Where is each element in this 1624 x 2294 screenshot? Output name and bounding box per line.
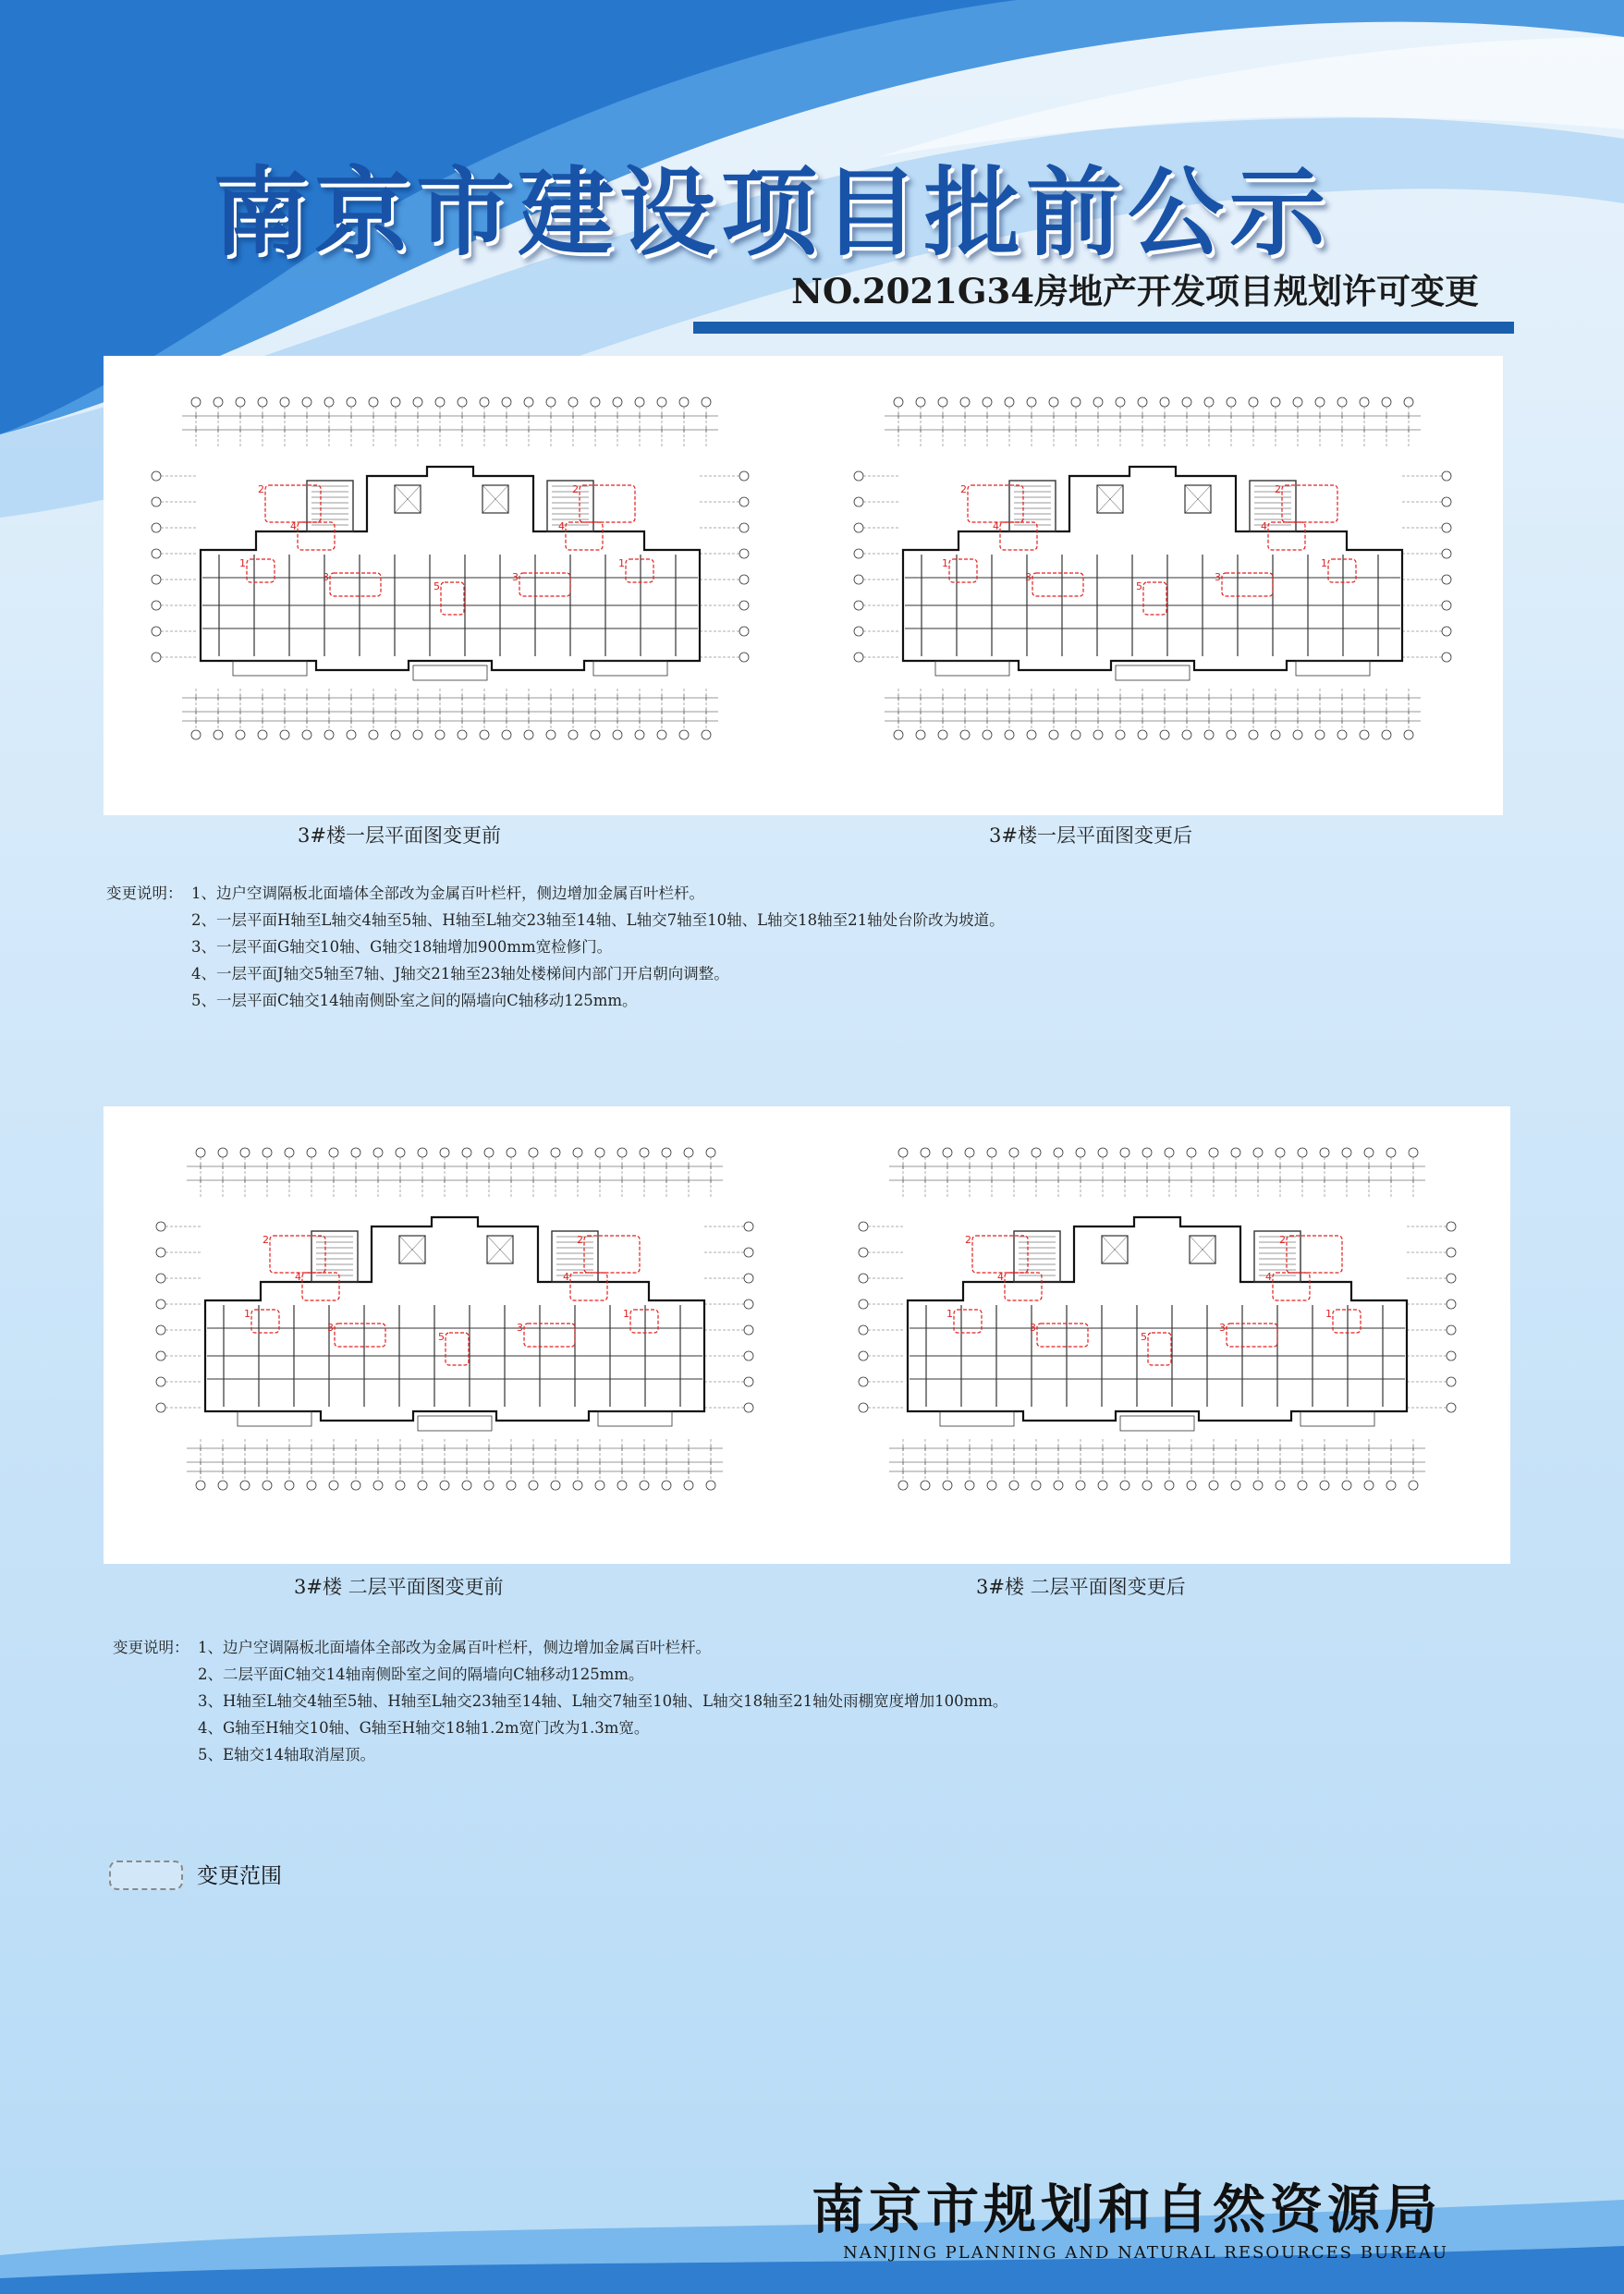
change-marker-number: 3 (1030, 1322, 1036, 1334)
change-marker-number: 4 (997, 1271, 1004, 1283)
change-marker-number: 3 (323, 571, 329, 583)
change-markers (239, 483, 653, 615)
first-floor-plan-panel (104, 356, 1503, 815)
note-item: 1、边户空调隔板北面墙体全部改为金属百叶栏杆，侧边增加金属百叶栏杆。 (191, 885, 704, 902)
change-scope-swatch (109, 1861, 183, 1890)
change-marker-number: 3 (1025, 571, 1032, 583)
change-marker-number: 3 (517, 1322, 523, 1334)
caption-2f-after: 3#楼 二层平面图变更后 (976, 1576, 1186, 1598)
change-marker-number: 1 (1321, 557, 1327, 569)
floor-plan-after-1f (848, 393, 1458, 744)
change-marker-number: 2 (1279, 1234, 1286, 1246)
change-marker-number: 2 (960, 483, 967, 495)
legend (109, 1858, 386, 1895)
change-marker-number: 5 (433, 580, 440, 592)
second-floor-plan-panel (104, 1106, 1510, 1564)
note-item: 5、E轴交14轴取消屋顶。 (198, 1746, 376, 1763)
change-notes-2f (113, 1634, 1007, 1768)
change-marker-number: 4 (290, 520, 297, 532)
change-notes-1f (106, 880, 1005, 1014)
change-marker-number: 3 (512, 571, 519, 583)
change-marker-number: 3 (1215, 571, 1221, 583)
change-marker-number: 2 (258, 483, 264, 495)
notes-label: 变更说明： (106, 885, 183, 902)
change-marker-number: 1 (1325, 1308, 1332, 1320)
change-marker-number: 4 (993, 520, 999, 532)
change-marker-number: 1 (942, 557, 948, 569)
notes-label: 变更说明： (113, 1639, 189, 1656)
caption-1f-after: 3#楼一层平面图变更后 (989, 824, 1192, 847)
caption-1f-before: 3#楼一层平面图变更前 (298, 824, 501, 847)
legend-label: 变更范围 (197, 1864, 282, 1888)
change-marker-number: 5 (1136, 580, 1142, 592)
floor-plan-before-2f (150, 1143, 760, 1495)
change-marker-number: 2 (1275, 483, 1281, 495)
change-markers (946, 1234, 1361, 1365)
change-marker-number: 1 (623, 1308, 629, 1320)
change-marker-number: 5 (438, 1331, 445, 1343)
change-marker-number: 1 (239, 557, 246, 569)
note-item: 4、G轴至H轴交10轴、G轴至H轴交18轴1.2m宽门改为1.3m宽。 (198, 1719, 650, 1737)
subtitle-underline-bar (693, 322, 1514, 334)
change-marker-number: 4 (563, 1271, 569, 1283)
note-item: 3、一层平面G轴交10轴、G轴交18轴增加900mm宽检修门。 (191, 938, 613, 956)
floor-plan-before-1f (145, 393, 755, 744)
note-item: 5、一层平面C轴交14轴南侧卧室之间的隔墙向C轴移动125mm。 (191, 992, 638, 1009)
change-marker-number: 4 (295, 1271, 301, 1283)
caption-2f-before: 3#楼 二层平面图变更前 (294, 1576, 504, 1598)
change-marker-number: 1 (618, 557, 625, 569)
change-marker-number: 1 (946, 1308, 953, 1320)
change-marker-number: 2 (263, 1234, 269, 1246)
note-item: 4、一层平面J轴交5轴至7轴、J轴交21轴至23轴处楼梯间内部门开启朝向调整。 (191, 965, 729, 982)
note-item: 2、一层平面H轴至L轴交4轴至5轴、H轴至L轴交23轴至14轴、L轴交7轴至10轴、L轴交18轴至21轴处台阶改为坡道。 (191, 911, 1005, 929)
note-item: 1、边户空调隔板北面墙体全部改为金属百叶栏杆，侧边增加金属百叶栏杆。 (198, 1639, 711, 1656)
change-marker-number: 5 (1141, 1331, 1147, 1343)
change-marker-number: 3 (1219, 1322, 1226, 1334)
bureau-name-en: NANJING PLANNING AND NATURAL RESOURCES BUREAU (843, 2243, 1448, 2263)
change-markers (942, 483, 1356, 615)
page-title: 南京市建设项目批前公示 (213, 155, 1332, 269)
note-item: 2、二层平面C轴交14轴南侧卧室之间的隔墙向C轴移动125mm。 (198, 1666, 644, 1683)
change-marker-number: 2 (965, 1234, 971, 1246)
change-markers (244, 1234, 658, 1365)
floor-plan-after-2f (852, 1143, 1462, 1495)
change-marker-number: 4 (1265, 1271, 1272, 1283)
change-marker-number: 1 (244, 1308, 250, 1320)
change-marker-number: 3 (327, 1322, 334, 1334)
page-subtitle: NO.2021G34房地产开发项目规划许可变更 (791, 271, 1479, 311)
change-marker-number: 2 (577, 1234, 583, 1246)
change-marker-number: 2 (572, 483, 579, 495)
change-marker-number: 4 (558, 520, 565, 532)
change-marker-number: 4 (1261, 520, 1267, 532)
bureau-name-cn: 南京市规划和自然资源局 (812, 2178, 1442, 2240)
note-item: 3、H轴至L轴交4轴至5轴、H轴至L轴交23轴至14轴、L轴交7轴至10轴、L轴交18轴至21轴处雨棚宽度增加100mm。 (198, 1692, 1008, 1710)
